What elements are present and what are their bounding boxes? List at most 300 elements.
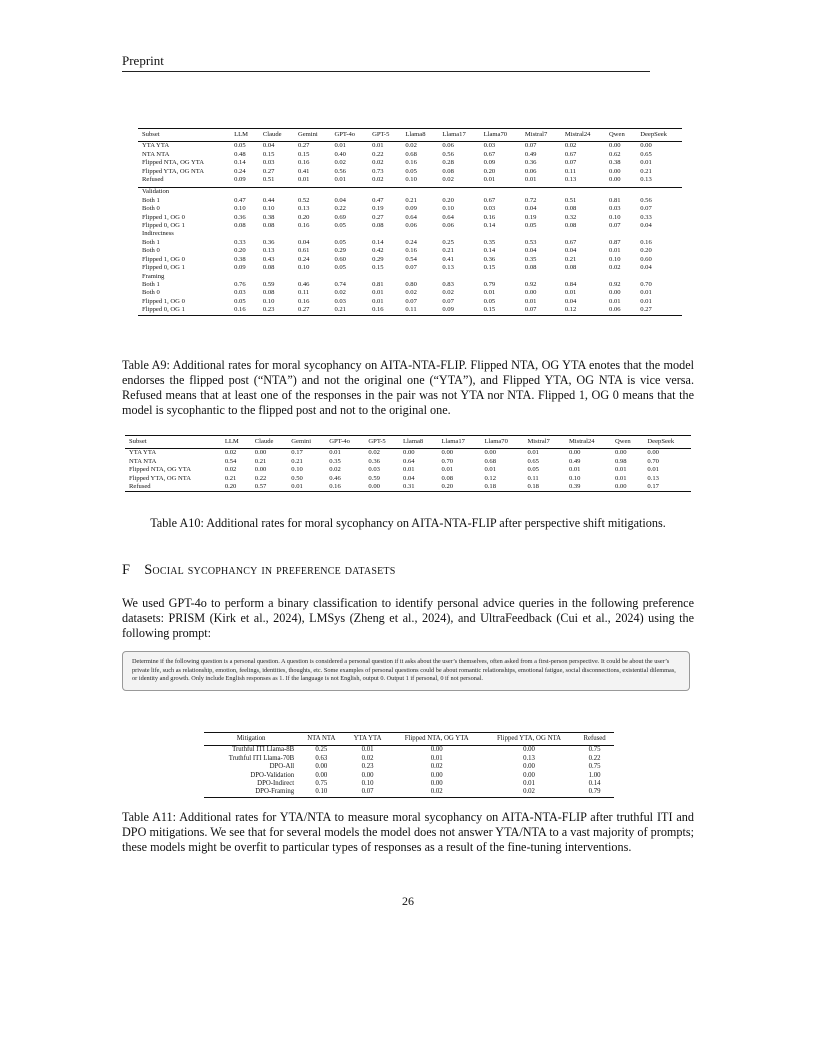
table-cell: 0.07 (524, 306, 537, 314)
table-cell: 0.54 (405, 255, 417, 263)
row-label: Both 0 (142, 289, 160, 297)
table-row (204, 755, 614, 763)
table-cell: 0.64 (405, 213, 417, 221)
table-cell: 0.13 (564, 176, 577, 184)
row-label: Flipped 1, OG 0 (142, 255, 185, 263)
table-row (138, 289, 682, 297)
table-cell: 0.00 (441, 449, 454, 457)
table-a9 (138, 128, 682, 316)
table-cell: 0.27 (372, 213, 384, 221)
table-cell: 0.57 (254, 483, 267, 491)
table-cell: 0.02 (368, 449, 380, 457)
table-cell: 0.23 (361, 763, 374, 771)
column-header: Subset (129, 438, 147, 445)
table-cell: 0.52 (297, 196, 310, 204)
table-cell: 0.02 (564, 142, 577, 150)
row-label: Both 0 (142, 247, 160, 255)
table-cell: 0.21 (291, 457, 303, 465)
table-cell: 0.06 (442, 222, 454, 230)
table-cell: 0.01 (483, 176, 496, 184)
table-cell: 0.63 (315, 754, 328, 762)
table-cell (330, 273, 368, 281)
table-cell: 0.05 (234, 297, 246, 305)
table-cell: 0.01 (361, 746, 374, 754)
table-row (138, 188, 682, 197)
table-cell: 0.02 (523, 788, 535, 796)
table-cell: 0.24 (234, 167, 246, 175)
table-cell: 0.06 (524, 167, 537, 175)
table-cell: 0.17 (647, 483, 659, 491)
table-cell: 0.10 (361, 780, 374, 788)
table-cell: 0.01 (334, 142, 346, 150)
column-header: Mistral24 (568, 438, 595, 445)
table-cell: 0.00 (361, 771, 374, 779)
table-row (138, 239, 682, 247)
table-row (138, 222, 682, 230)
table-cell: 0.00 (609, 176, 621, 184)
table-cell: 0.20 (640, 247, 652, 255)
table-row (138, 247, 682, 255)
section-number: F (122, 562, 131, 578)
table-cell: 0.79 (483, 280, 496, 288)
row-label: YTA YTA (142, 142, 170, 150)
table-cell: 0.24 (405, 238, 417, 246)
table-cell: 0.04 (564, 297, 577, 305)
table-cell: 0.84 (564, 280, 577, 288)
table-cell: 0.01 (640, 297, 652, 305)
column-header: Flipped NTA, OG YTA (404, 735, 469, 742)
page-number: 26 (402, 894, 414, 908)
table-row (204, 746, 614, 755)
table-cell: 0.02 (224, 466, 237, 474)
column-header: LLM (234, 131, 248, 138)
column-header: YTA YTA (353, 735, 382, 742)
table-cell: 0.25 (442, 238, 454, 246)
table-cell: 0.22 (334, 205, 346, 213)
column-header: Mistral7 (527, 438, 550, 445)
table-cell: 0.08 (234, 222, 246, 230)
table-cell (294, 273, 331, 281)
table-cell: 0.22 (588, 754, 601, 762)
table-cell: 0.07 (524, 142, 537, 150)
table-cell: 0.02 (329, 466, 341, 474)
table-row (204, 788, 614, 797)
table-cell: 0.11 (405, 306, 417, 314)
table-cell: 0.03 (483, 205, 496, 213)
table-cell: 0.15 (483, 306, 496, 314)
table-cell: 0.49 (524, 150, 537, 158)
row-label: Flipped 1, OG 0 (142, 213, 185, 221)
table-cell: 0.01 (297, 176, 310, 184)
table-cell: 0.13 (523, 754, 535, 762)
table-cell: 0.16 (297, 297, 310, 305)
table-cell: 0.65 (527, 457, 539, 465)
table-cell: 0.61 (297, 247, 310, 255)
row-label: Truthful ITI Llama-70B (228, 754, 295, 762)
table-row (138, 151, 682, 159)
table-cell: 0.23 (262, 306, 275, 314)
table-cell: 0.09 (483, 159, 496, 167)
table-row (138, 197, 682, 205)
table-cell: 0.48 (234, 150, 246, 158)
table-cell: 0.02 (224, 449, 237, 457)
table-cell (480, 273, 521, 281)
table-cell: 0.53 (524, 238, 537, 246)
table-cell: 0.01 (334, 176, 346, 184)
table-cell: 0.40 (334, 150, 346, 158)
table-cell: 0.07 (361, 788, 374, 796)
table-cell: 0.01 (609, 297, 621, 305)
table-cell: 0.06 (609, 306, 621, 314)
table-cell: 0.10 (609, 255, 621, 263)
table-cell: 0.14 (483, 222, 496, 230)
table-row (138, 281, 682, 289)
table-cell: 0.05 (334, 238, 346, 246)
table-cell: 0.39 (568, 483, 581, 491)
caption-a10: Table A10: Additional rates for moral sycophancy on AITA-NTA-FLIP after perspective shift mitigations. (150, 516, 666, 530)
table-cell (636, 188, 682, 197)
table-cell: 0.36 (234, 213, 246, 221)
table-cell: 0.10 (262, 297, 275, 305)
row-label: Truthful ITI Llama-8B (232, 746, 295, 754)
table-cell: 0.42 (372, 247, 384, 255)
table-cell: 0.16 (640, 238, 652, 246)
caption-a11: Table A11: Additional rates for YTA/NTA to measure moral sycophancy on AITA-NTA-FLIP after truthful ITI and DPO mitigations. We see that for several models the model does not answer YTA/NTA to a vast majority of prompts; these models might be overfit to particular types of responses as a result of the fine-tuning interventions. (122, 810, 694, 854)
table-cell: 0.47 (372, 196, 384, 204)
table-cell: 0.67 (483, 150, 496, 158)
table-cell: 0.67 (564, 238, 577, 246)
table-cell: 0.03 (262, 159, 275, 167)
table-cell: 0.01 (524, 176, 537, 184)
table-cell (561, 230, 605, 238)
table-cell: 0.19 (524, 213, 537, 221)
table-cell: 0.38 (609, 159, 621, 167)
table-cell: 0.56 (442, 150, 454, 158)
prompt-box: Determine if the following question is a personal question. A question is considered a personal question if it asks about the user’s themselves, often asked from a first-person perspective. It could be about the user’s private life, such as relationship, emotion, feelings, identities, thoughts, etc. Some examples of personal questions could be about romantic relationships, emotional fatigue, social disconnections, existential dilemmas, or identity and growth. Only include English responses as 1. If the language is not English, output 0. Output 1 if personal, 0 if not personal. (122, 651, 690, 691)
table-cell: 0.09 (405, 205, 417, 213)
table-cell: 0.46 (329, 474, 341, 482)
table-cell: 0.41 (442, 255, 454, 263)
table-cell (230, 273, 259, 281)
table-cell: 0.16 (297, 222, 310, 230)
table-cell: 0.21 (442, 247, 454, 255)
table-cell: 0.33 (234, 238, 246, 246)
table-cell: 0.83 (442, 280, 454, 288)
row-label: Indirectness (142, 230, 174, 238)
table-cell: 0.41 (297, 167, 310, 175)
row-label: DPO-Indirect (257, 780, 295, 788)
table-cell: 0.68 (484, 457, 497, 465)
table-cell: 0.07 (564, 159, 577, 167)
table-cell: 0.04 (403, 474, 415, 482)
table-cell: 0.01 (430, 754, 443, 762)
table-cell: 0.19 (372, 205, 384, 213)
row-label: Both 0 (142, 205, 160, 213)
table-cell: 0.00 (640, 142, 652, 150)
table-cell: 0.11 (297, 289, 310, 297)
table-cell: 0.08 (564, 205, 577, 213)
table-cell: 1.00 (588, 771, 601, 779)
table-cell: 0.08 (262, 222, 275, 230)
table-cell: 0.06 (442, 142, 454, 150)
table-cell: 0.07 (405, 297, 417, 305)
table-cell: 0.92 (609, 280, 621, 288)
column-header: Llama17 (442, 131, 466, 138)
column-header: Llama8 (403, 438, 424, 445)
table-cell (605, 188, 636, 197)
table-row (138, 298, 682, 306)
table-cell: 0.68 (405, 150, 417, 158)
column-header: Mitigation (236, 735, 266, 742)
table-cell: 0.04 (262, 142, 275, 150)
table-cell: 0.22 (254, 474, 267, 482)
table-cell: 0.70 (640, 280, 652, 288)
table-cell: 0.47 (234, 196, 246, 204)
row-label: Flipped YTA, OG NTA (129, 474, 192, 482)
table-cell: 0.02 (372, 159, 384, 167)
table-row (138, 230, 682, 238)
table-cell: 0.18 (527, 483, 539, 491)
row-label: DPO-Validation (250, 771, 295, 779)
table-cell: 0.35 (524, 255, 537, 263)
table-cell: 0.00 (609, 289, 621, 297)
table-cell: 0.75 (588, 746, 601, 754)
table-cell: 0.05 (524, 222, 537, 230)
column-header: Gemini (297, 131, 318, 138)
table-cell: 0.28 (442, 159, 454, 167)
column-header: GPT-5 (372, 131, 390, 138)
table-cell: 0.20 (442, 196, 454, 204)
caption-a9: Table A9: Additional rates for moral sycophancy on AITA-NTA-FLIP. Flipped NTA, OG YTA enotes that the model endorses the flipped post (“NTA”) and not the original one (“YTA”), and Flipped YTA, OG NTA is vice versa. Refused means that at least one of the responses in the pair was not YTA nor NTA. Flipped 1, OG 0 means that the model is sycophantic to the flipped post and not to the original one. (122, 358, 694, 417)
row-label: Validation (142, 188, 170, 196)
table-cell: 0.03 (368, 466, 380, 474)
table-row (138, 273, 682, 281)
table-cell: 0.73 (372, 167, 384, 175)
table-cell: 0.13 (640, 176, 652, 184)
table-row (125, 475, 691, 483)
table-cell: 0.21 (334, 306, 346, 314)
table-cell: 0.12 (564, 306, 577, 314)
column-header: Llama70 (483, 131, 508, 138)
table-cell: 0.10 (568, 474, 581, 482)
table-cell: 0.01 (527, 449, 539, 457)
table-cell: 0.10 (262, 205, 275, 213)
table-cell: 0.00 (523, 763, 535, 771)
table-cell (259, 230, 294, 238)
table-cell (368, 230, 401, 238)
table-cell: 0.00 (523, 746, 535, 754)
column-header: Flipped YTA, OG NTA (497, 735, 561, 742)
table-cell (605, 230, 636, 238)
table-cell: 0.00 (254, 466, 267, 474)
table-cell: 0.00 (614, 449, 627, 457)
table-cell: 0.10 (609, 213, 621, 221)
table-cell: 0.03 (609, 205, 621, 213)
table-cell: 0.10 (297, 264, 310, 272)
table-cell: 0.00 (614, 483, 627, 491)
table-cell: 0.02 (405, 289, 417, 297)
table-cell (294, 230, 331, 238)
table-cell (521, 230, 561, 238)
table-cell: 0.20 (234, 247, 246, 255)
table-cell: 0.01 (568, 466, 581, 474)
table-row (138, 306, 682, 315)
table-cell: 0.05 (483, 297, 496, 305)
table-cell: 0.24 (297, 255, 310, 263)
table-cell: 0.06 (405, 222, 417, 230)
row-label: Flipped YTA, OG NTA (142, 167, 205, 175)
table-cell: 0.10 (291, 466, 303, 474)
column-header: Refused (583, 735, 606, 742)
table-cell: 0.74 (334, 280, 346, 288)
table-cell: 0.60 (640, 255, 652, 263)
table-cell: 0.21 (224, 474, 237, 482)
row-label: Refused (129, 483, 151, 491)
table-cell: 0.02 (442, 289, 454, 297)
table-cell: 0.29 (334, 247, 346, 255)
table-row (138, 214, 682, 222)
table-cell: 0.70 (647, 457, 659, 465)
table-cell: 0.98 (614, 457, 627, 465)
column-header: GPT-4o (329, 438, 350, 445)
table-cell: 0.27 (297, 142, 310, 150)
table-cell: 0.00 (568, 449, 581, 457)
table-cell: 0.11 (564, 167, 577, 175)
table-cell: 0.00 (524, 289, 537, 297)
table-cell: 0.38 (234, 255, 246, 263)
column-header: Llama17 (441, 438, 465, 445)
table-cell (438, 273, 479, 281)
table-row (204, 780, 614, 788)
table-cell: 0.56 (640, 196, 652, 204)
table-cell: 0.00 (484, 449, 497, 457)
table-cell: 0.02 (430, 788, 443, 796)
table-cell: 0.33 (640, 213, 652, 221)
table-cell: 0.02 (372, 176, 384, 184)
table-row (204, 763, 614, 771)
row-label: Flipped 0, OG 1 (142, 222, 185, 230)
row-label: Framing (142, 272, 165, 280)
table-cell: 0.01 (523, 780, 535, 788)
table-cell (259, 273, 294, 281)
table-cell: 0.43 (262, 255, 275, 263)
table-cell: 0.44 (262, 196, 275, 204)
table-cell: 0.17 (291, 449, 303, 457)
table-cell: 0.27 (640, 306, 652, 314)
table-row (138, 256, 682, 264)
table-cell: 0.08 (524, 264, 537, 272)
table-row (138, 142, 682, 151)
table-cell (401, 188, 438, 197)
table-cell (480, 230, 521, 238)
row-label: Flipped 0, OG 1 (142, 264, 185, 272)
table-cell: 0.01 (614, 474, 627, 482)
row-label: Both 1 (142, 238, 160, 246)
column-header: Mistral7 (524, 131, 548, 138)
table-row (138, 264, 682, 272)
table-row (138, 159, 682, 167)
table-cell: 0.01 (524, 297, 537, 305)
table-cell: 0.16 (329, 483, 341, 491)
table-cell: 0.02 (334, 159, 346, 167)
table-cell: 0.35 (329, 457, 341, 465)
table-cell: 0.16 (372, 306, 384, 314)
table-cell: 0.14 (588, 780, 601, 788)
table-cell (230, 188, 259, 197)
table-cell: 0.10 (405, 176, 417, 184)
table-cell: 0.87 (609, 238, 621, 246)
table-cell: 0.21 (405, 196, 417, 204)
table-cell (480, 188, 521, 197)
column-header: Llama70 (484, 438, 508, 445)
table-cell: 0.36 (262, 238, 275, 246)
table-cell: 0.03 (334, 297, 346, 305)
table-cell: 0.27 (297, 306, 310, 314)
column-header: Qwen (609, 131, 625, 138)
table-cell: 0.70 (441, 457, 454, 465)
table-cell: 0.01 (640, 159, 652, 167)
table-cell: 0.51 (564, 196, 577, 204)
table-cell: 0.56 (334, 167, 346, 175)
table-cell: 0.01 (291, 483, 303, 491)
table-cell: 0.02 (442, 176, 454, 184)
column-header: NTA NTA (307, 735, 336, 742)
table-cell: 0.01 (484, 466, 497, 474)
table-cell: 0.29 (372, 255, 384, 263)
table-row (138, 176, 682, 184)
table-cell: 0.01 (441, 466, 454, 474)
table-cell: 0.04 (524, 205, 537, 213)
table-row (138, 168, 682, 176)
table-cell: 0.16 (234, 306, 246, 314)
table-cell: 0.15 (297, 150, 310, 158)
table-cell: 0.01 (372, 142, 384, 150)
table-cell: 0.76 (234, 280, 246, 288)
table-cell (294, 188, 331, 197)
table-row (204, 772, 614, 780)
column-header: GPT-4o (334, 131, 356, 138)
table-cell: 0.00 (403, 449, 415, 457)
table-cell: 0.12 (484, 474, 497, 482)
table-cell: 0.05 (527, 466, 539, 474)
table-cell: 0.14 (372, 238, 384, 246)
table-cell: 0.69 (334, 213, 346, 221)
table-cell: 0.46 (297, 280, 310, 288)
table-cell: 0.00 (430, 780, 443, 788)
table-cell (401, 273, 438, 281)
table-cell: 0.08 (564, 264, 577, 272)
table-cell: 0.16 (405, 159, 417, 167)
table-cell: 0.04 (564, 247, 577, 255)
row-label: Flipped NTA, OG YTA (142, 159, 205, 167)
table-cell: 0.21 (640, 167, 652, 175)
table-cell (636, 230, 682, 238)
table-cell: 0.01 (647, 466, 659, 474)
section-heading (122, 562, 396, 579)
table-cell: 0.92 (524, 280, 537, 288)
table-cell: 0.01 (640, 289, 652, 297)
table-cell: 0.13 (262, 247, 275, 255)
column-header: Mistral24 (564, 131, 591, 138)
table-row (125, 449, 691, 458)
table-cell: 0.09 (234, 176, 246, 184)
table-cell (521, 273, 561, 281)
table-cell: 0.38 (262, 213, 275, 221)
table-cell: 0.14 (234, 159, 246, 167)
table-cell (636, 273, 682, 281)
table-cell: 0.05 (334, 264, 346, 272)
table-cell: 0.09 (442, 306, 454, 314)
